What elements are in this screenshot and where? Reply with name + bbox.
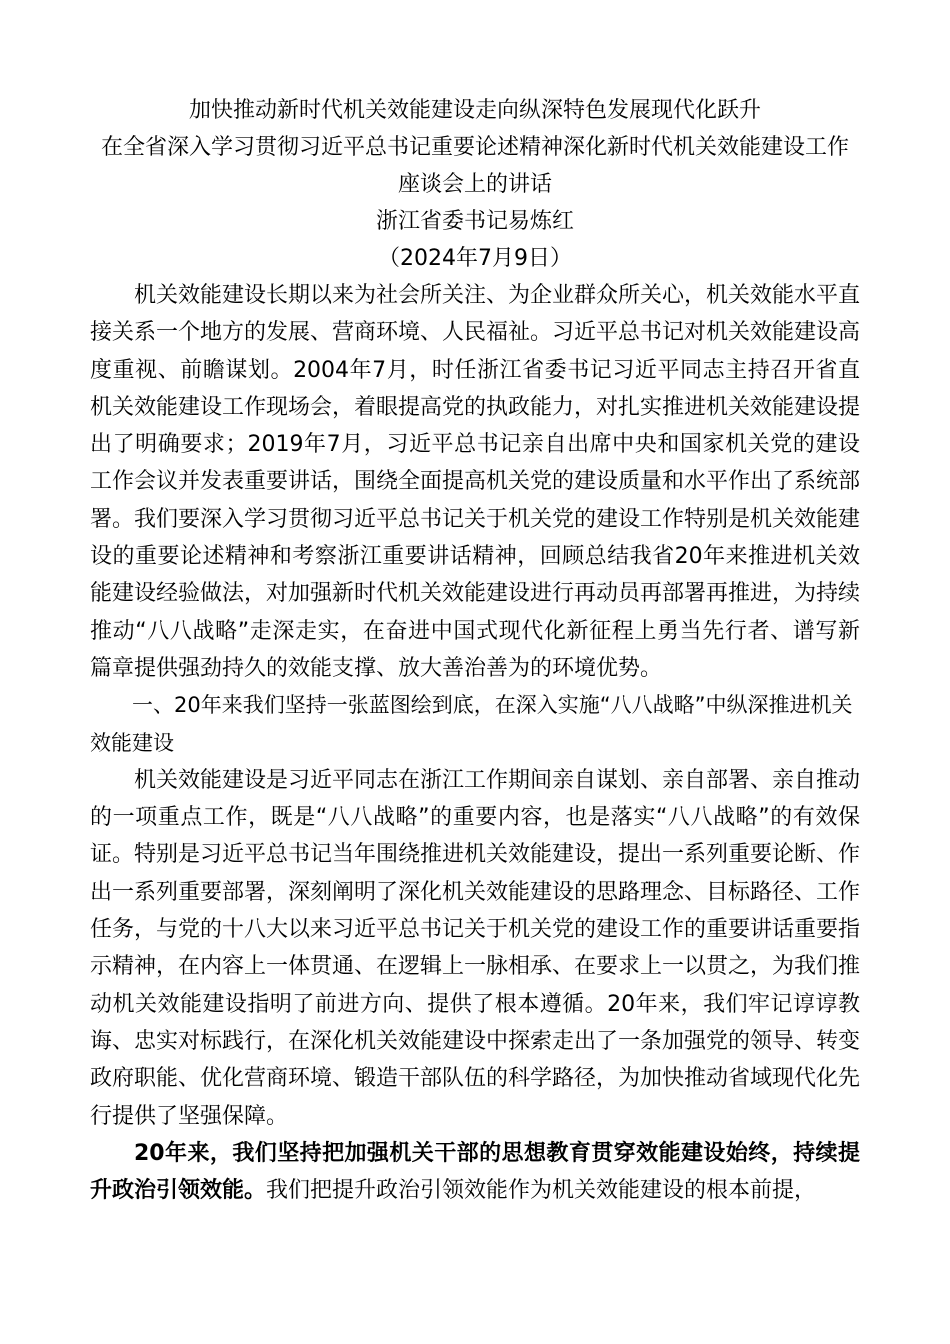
document-page	[90, 92, 860, 1209]
point-1-body: 我们把提升政治引领效能作为机关效能建设的根本前提，	[266, 1178, 817, 1204]
section-1-paragraph: 机关效能建设是习近平同志在浙江工作期间亲自谋划、亲自部署、亲自推动的一项重点工作，既是“八八战略”的重要内容，也是落实“八八战略”的有效保证。特别是习近平总书记当年围绕推进机关效能建设，提出一系列重要论断、作出一系列重要部署，深刻阐明了深化机关效能建设的思路理念、目标路径、工作任务，与党的十八大以来习近平总书记关于机关党的建设工作的重要讲话重要指示精神，在内容上一体贯通、在逻辑上一脉相承、在要求上一以贯之，为我们推动机关效能建设指明了前进方向、提供了根本遵循。20年来，我们牢记谆谆教诲、忠实对标践行，在深化机关效能建设中探索走出了一条加强党的领导、转变政府职能、优化营商环境、锻造干部队伍的科学路径，为加快推动省域现代化先行提供了坚强保障。	[90, 767, 861, 1129]
section-heading-1: 一、20年来我们坚持一张蓝图绘到底，在深入实施“八八战略”中纵深推进机关效能建设	[90, 693, 853, 755]
subtitle-line-1: 在全省深入学习贯彻习近平总书记重要论述精神深化新时代机关效能建设工作	[100, 135, 849, 160]
speaker-line: 浙江省委书记易炼红	[375, 209, 574, 234]
main-title: 加快推动新时代机关效能建设走向纵深特色发展现代化跃升	[188, 98, 761, 123]
date-line: （2024年7月9日）	[378, 246, 572, 271]
subtitle-line-2: 座谈会上的讲话	[397, 172, 552, 197]
point-1-paragraph	[90, 1135, 860, 1210]
document-title-block	[90, 92, 860, 277]
point-1-lead: 20年来，我们坚持把加强机关干部的思想教育贯穿效能建设始终，持续提升政治引领效能。	[90, 1140, 860, 1204]
intro-paragraph: 机关效能建设长期以来为社会所关注、为企业群众所关心，机关效能水平直接关系一个地方的发展、营商环境、人民福祉。习近平总书记对机关效能建设高度重视、前瞻谋划。2004年7月，时任浙江省委书记习近平同志主持召开省直机关效能建设工作现场会，着眼提高党的执政能力，对扎实推进机关效能建设提出了明确要求；2019年7月，习近平总书记亲自出席中央和国家机关党的建设工作会议并发表重要讲话，围绕全面提高机关党的建设质量和水平作出了系统部署。我们要深入学习贯彻习近平总书记关于机关党的建设工作特别是机关效能建设的重要论述精神和考察浙江重要讲话精神，回顾总结我省20年来推进机关效能建设经验做法，对加强新时代机关效能建设进行再动员再部署再推进，为持续推动“八八战略”走深走实，在奋进中国式现代化新征程上勇当先行者、谱写新篇章提供强劲持久的效能支撑、放大善治善为的环境优势。	[90, 283, 861, 681]
